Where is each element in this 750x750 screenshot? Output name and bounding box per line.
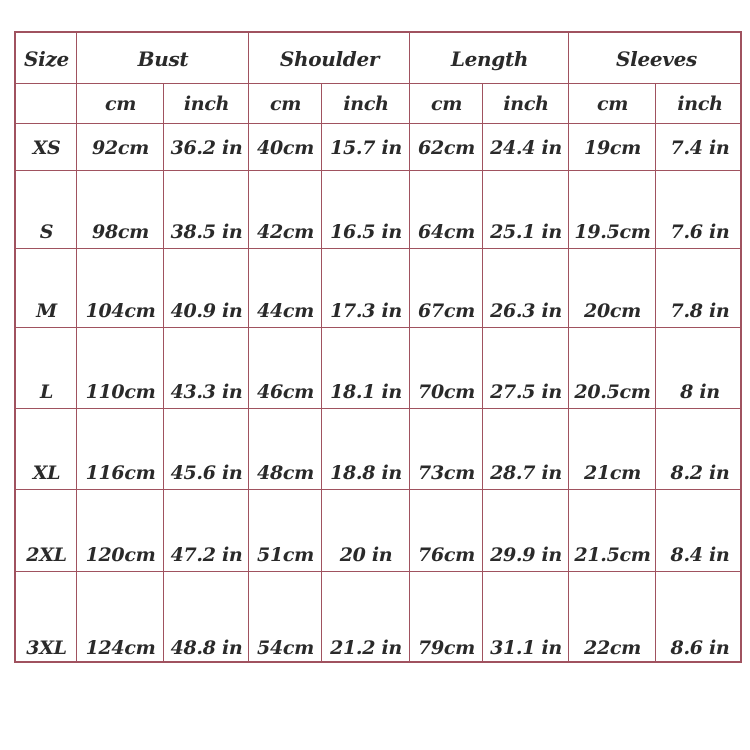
size-label: 2XL xyxy=(26,544,67,566)
size-chart-table xyxy=(14,31,742,663)
measurement-cell: 16.5 in xyxy=(330,221,402,243)
measurement-cell: 47.2 in xyxy=(170,544,243,566)
measurement-cell: 26.3 in xyxy=(490,300,562,322)
measurement-cell: 8.6 in xyxy=(670,637,730,659)
measure-group-header: Shoulder xyxy=(279,46,380,71)
measurement-cell: 73cm xyxy=(418,462,475,484)
measurement-cell: 44cm xyxy=(257,300,314,322)
unit-header: cm xyxy=(430,93,463,115)
unit-header: cm xyxy=(596,93,629,115)
size-label: L xyxy=(39,381,54,403)
measurement-cell: 15.7 in xyxy=(330,136,402,159)
unit-header: cm xyxy=(269,93,302,115)
measurement-cell: 62cm xyxy=(418,136,475,159)
measurement-cell: 8.2 in xyxy=(670,462,730,484)
measurement-cell: 22cm xyxy=(584,637,641,659)
size-label: 3XL xyxy=(26,637,67,659)
measurement-cell: 24.4 in xyxy=(490,136,562,159)
measurement-cell: 54cm xyxy=(257,637,314,659)
unit-header: inch xyxy=(503,93,549,115)
measurement-cell: 98cm xyxy=(92,221,149,243)
measurement-cell: 46cm xyxy=(257,381,314,403)
measurement-cell: 8.4 in xyxy=(670,544,730,566)
measurement-cell: 92cm xyxy=(92,136,149,159)
measurement-cell: 64cm xyxy=(418,221,475,243)
measurement-cell: 21.2 in xyxy=(330,637,402,659)
measurement-cell: 7.8 in xyxy=(670,300,730,322)
measurement-cell: 18.8 in xyxy=(330,462,402,484)
size-column-header: Size xyxy=(24,46,69,71)
measurement-cell: 120cm xyxy=(85,544,156,566)
unit-header: inch xyxy=(183,93,230,115)
measurement-cell: 7.4 in xyxy=(670,136,730,159)
size-label: S xyxy=(39,221,54,243)
measurement-cell: 124cm xyxy=(85,637,156,659)
size-label: M xyxy=(36,300,57,322)
measurement-cell: 7.6 in xyxy=(670,221,730,243)
measurement-cell: 27.5 in xyxy=(490,381,562,403)
measurement-cell: 43.3 in xyxy=(170,381,243,403)
measure-group-header: Bust xyxy=(137,46,189,71)
measurement-cell: 21cm xyxy=(584,462,641,484)
measurement-cell: 20.5cm xyxy=(574,381,651,403)
unit-header: inch xyxy=(343,93,389,115)
measurement-cell: 36.2 in xyxy=(170,136,243,159)
unit-header: cm xyxy=(104,93,137,115)
measurement-cell: 21.5cm xyxy=(574,544,651,566)
measure-group-header: Length xyxy=(450,46,529,71)
measurement-cell: 45.6 in xyxy=(170,462,243,484)
size-label: XL xyxy=(32,462,61,484)
measurement-cell: 42cm xyxy=(257,221,314,243)
measurement-cell: 8 in xyxy=(680,381,720,403)
measurement-cell: 104cm xyxy=(85,300,156,322)
measurement-cell: 48cm xyxy=(257,462,314,484)
measurement-cell: 19cm xyxy=(584,136,641,159)
measurement-cell: 25.1 in xyxy=(490,221,562,243)
measurement-cell: 40cm xyxy=(257,136,314,159)
measurement-cell: 67cm xyxy=(418,300,475,322)
measurement-cell: 40.9 in xyxy=(170,300,243,322)
measurement-cell: 31.1 in xyxy=(490,637,562,659)
measurement-cell: 29.9 in xyxy=(490,544,562,566)
unit-header: inch xyxy=(677,93,723,115)
measurement-cell: 17.3 in xyxy=(330,300,402,322)
measurement-cell: 48.8 in xyxy=(170,637,243,659)
measurement-cell: 116cm xyxy=(85,462,156,484)
measurement-cell: 20 in xyxy=(339,544,393,566)
measurement-cell: 18.1 in xyxy=(330,381,402,403)
measurement-cell: 38.5 in xyxy=(170,221,243,243)
measurement-cell: 79cm xyxy=(418,637,475,659)
measurement-cell: 76cm xyxy=(418,544,475,566)
measurement-cell: 19.5cm xyxy=(574,221,651,243)
size-label: XS xyxy=(32,136,61,159)
measurement-cell: 20cm xyxy=(584,300,641,322)
measure-group-header: Sleeves xyxy=(616,46,697,71)
measurement-cell: 28.7 in xyxy=(490,462,562,484)
measurement-cell: 70cm xyxy=(418,381,475,403)
measurement-cell: 110cm xyxy=(85,381,156,403)
measurement-cell: 51cm xyxy=(257,544,314,566)
